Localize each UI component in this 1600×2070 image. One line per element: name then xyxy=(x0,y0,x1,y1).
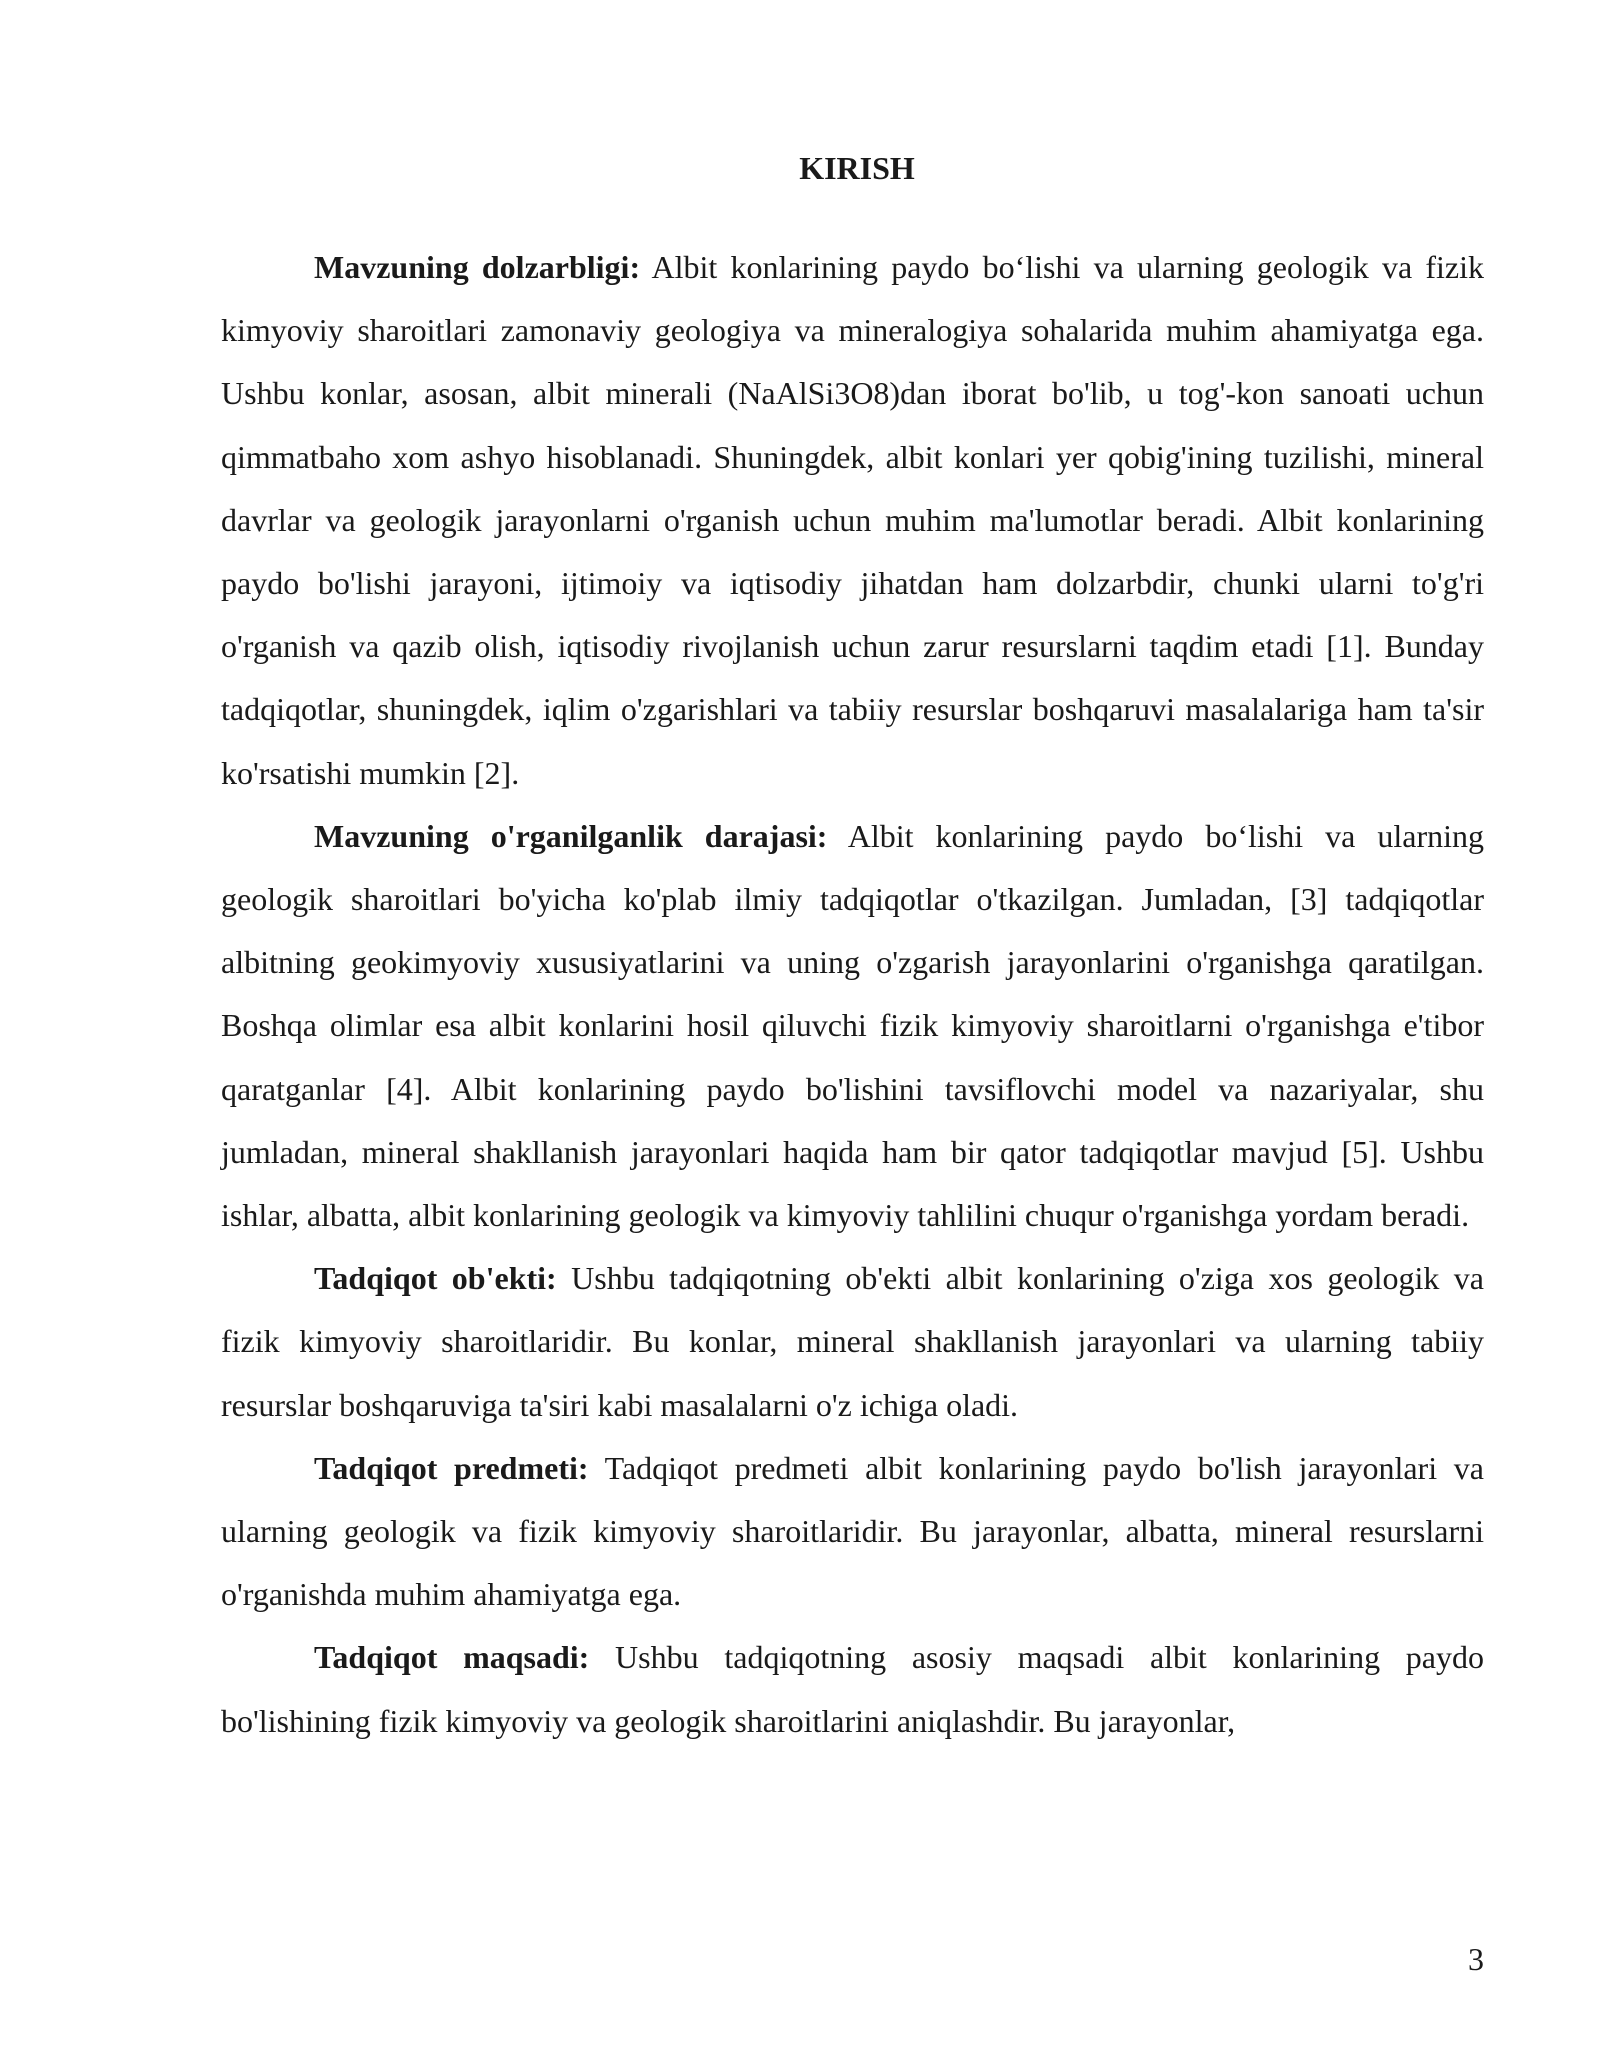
paragraph-label: Mavzuning dolzarbligi: xyxy=(314,249,641,285)
paragraph-text: Albit konlarining paydo bo‘lishi va ularning geologik va fizik kimyoviy sharoitlari zamonaviy geologiya va mineralogiya sohalarida muhim ahamiyatga ega. Ushbu konlar, asosan, albit minerali (NaAlSi3O8)dan iborat bo'lib, u tog'-kon sanoati uchun qimmatbaho xom ashyo hisoblanadi. Shuningdek, albit konlari yer qobig'ining tuzilishi, mineral davrlar va geologik jarayonlarni o'rganish uchun muhim ma'lumotlar beradi. Albit konlarining paydo bo'lishi jarayoni, ijtimoiy va iqtisodiy jihatdan ham dolzarbdir, chunki ularni to'g'ri o'rganish va qazib olish, iqtisodiy rivojlanish uchun zarur resurslarni taqdim etadi [1]. Bunday tadqiqotlar, shuningdek, iqlim o'zgarishlari va tabiiy resurslar boshqaruvi masalalariga ham ta'sir ko'rsatishi mumkin [2]. xyxy=(221,249,1485,791)
paragraph-text: Ushbu tadqiqotning asosiy maqsadi albit konlarining paydo bo'lishining fizik kimyoviy va geologik sharoitlarini aniqlashdir. Bu jarayonlar, xyxy=(221,1639,1485,1739)
body-text xyxy=(221,236,1484,1753)
paragraph-research-subject xyxy=(221,1437,1484,1627)
paragraph-text: Ushbu tadqiqotning ob'ekti albit konlarining o'ziga xos geologik va fizik kimyoviy sharoitlaridir. Bu konlar, mineral shakllanish jarayonlari va ularning tabiiy resurslar boshqaruviga ta'siri kabi masalalarni o'z ichiga oladi. xyxy=(221,1260,1485,1423)
paragraph-text: Tadqiqot predmeti albit konlarining paydo bo'lish jarayonlari va ularning geologik va fizik kimyoviy sharoitlaridir. Bu jarayonlar, albatta, mineral resurslarni o'rganishda muhim ahamiyatga ega. xyxy=(221,1449,1485,1613)
page-number: 3 xyxy=(1468,1941,1484,1977)
paragraph-research-object xyxy=(221,1247,1484,1437)
paragraph-label: Mavzuning o'rganilganlik darajasi: xyxy=(314,817,828,854)
paragraph-research-goal xyxy=(221,1626,1484,1752)
paragraph-relevance xyxy=(221,236,1484,805)
paragraph-study-degree xyxy=(221,805,1484,1247)
paragraph-label: Tadqiqot ob'ekti: xyxy=(314,1260,557,1297)
paragraph-text: Albit konlarining paydo bo‘lishi va ularning geologik sharoitlari bo'yicha ko'plab ilmiy tadqiqotlar o'tkazilgan. Jumladan, [3] tadqiqotlar albitning geokimyoviy xususiyatlarini va uning o'zgarish jarayonlarini o'rganishga qaratilgan. Boshqa olimlar esa albit konlarini hosil qiluvchi fizik kimyoviy sharoitlarni o'rganishga e'tibor qaratganlar [4]. Albit konlarining paydo bo'lishini tavsiflovchi model va nazariyalar, shu jumladan, mineral shakllanish jarayonlari haqida ham bir qator tadqiqotlar mavjud [5]. Ushbu ishlar, albatta, albit konlarining geologik va kimyoviy tahlilini chuqur o'rganishga yordam beradi. xyxy=(221,817,1485,1234)
section-heading: KIRISH xyxy=(799,150,915,186)
paragraph-label: Tadqiqot predmeti: xyxy=(314,1449,589,1486)
paragraph-label: Tadqiqot maqsadi: xyxy=(314,1639,590,1676)
